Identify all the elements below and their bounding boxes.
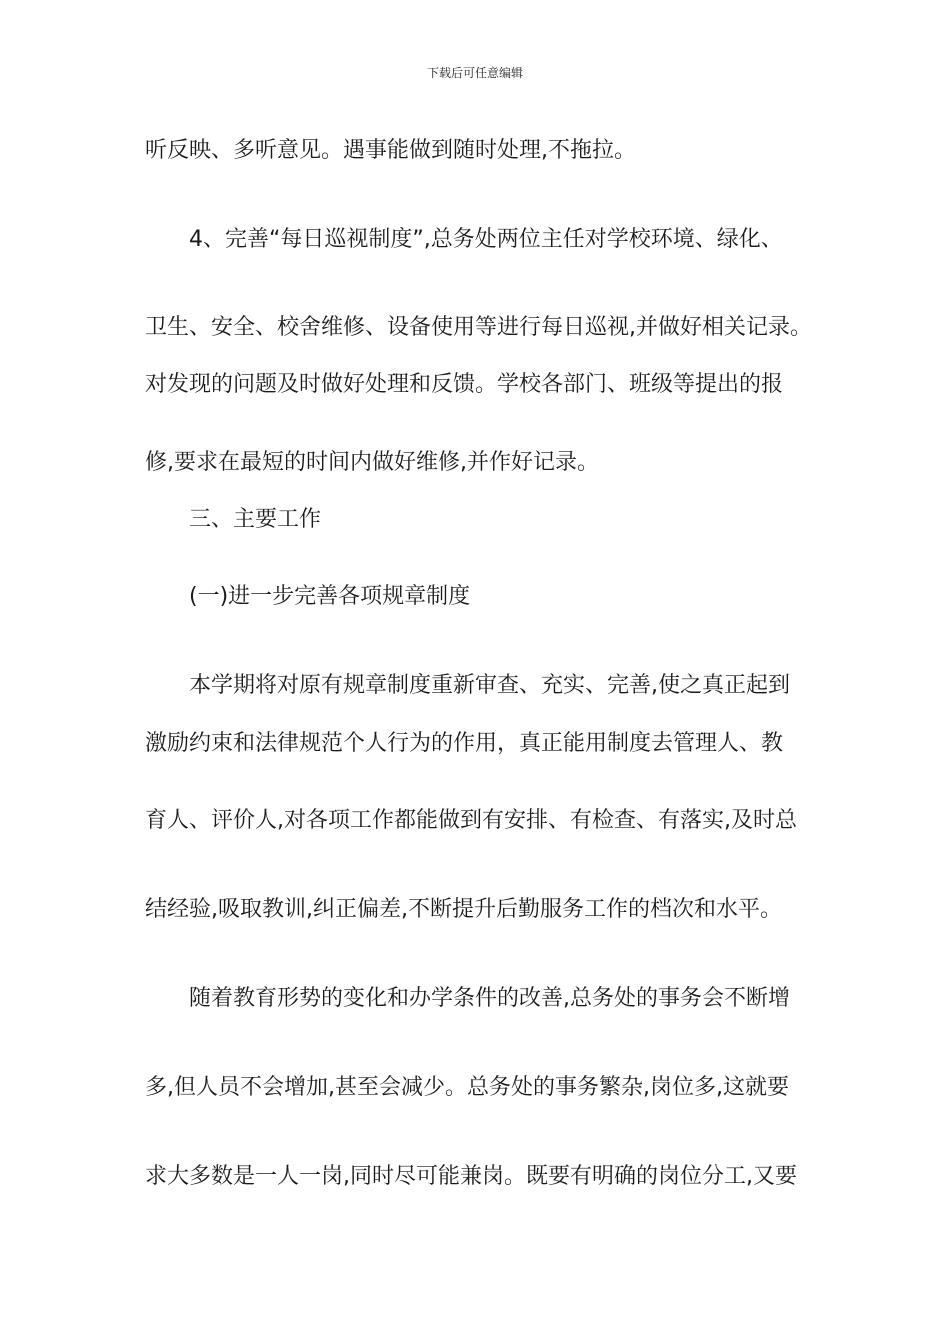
body-line: 求大多数是一人一岗,同时尽可能兼岗。既要有明确的岗位分工,又要 <box>145 1164 797 1189</box>
body-line: 育人、评价人,对各项工作都能做到有安排、有检查、有落实,及时总 <box>145 808 797 833</box>
body-line: 4、完善“每日巡视制度”,总务处两位主任对学校环境、绿化、 <box>189 227 783 252</box>
page-header: 下载后可任意编辑 <box>426 66 523 80</box>
body-line: 结经验,吸取教训,纠正偏差,不断提升后勤服务工作的档次和水平。 <box>145 897 782 922</box>
body-line: 激励约束和法律规范个人行为的作用，真正能用制度去管理人、教 <box>145 731 784 756</box>
body-line: 修,要求在最短的时间内做好维修,并作好记录。 <box>145 450 599 475</box>
body-line: 听反映、多听意见。遇事能做到随时处理,不拖拉。 <box>145 138 636 163</box>
body-line: 对发现的问题及时做好处理和反馈。学校各部门、班级等提出的报 <box>145 372 784 397</box>
body-line: 多,但人员不会增加,甚至会减少。总务处的事务繁杂,岗位多,这就要 <box>145 1075 789 1100</box>
body-line: 卫生、安全、校舍维修、设备使用等进行每日巡视,并做好相关记录。 <box>145 315 812 340</box>
subsection-heading: (一)进一步完善各项规章制度 <box>189 584 471 609</box>
section-heading: 三、主要工作 <box>189 507 322 532</box>
body-line: 本学期将对原有规章制度重新审查、充实、完善,使之真正起到 <box>189 673 790 698</box>
body-line: 随着教育形势的变化和办学条件的改善,总务处的事务会不断增 <box>189 986 790 1011</box>
